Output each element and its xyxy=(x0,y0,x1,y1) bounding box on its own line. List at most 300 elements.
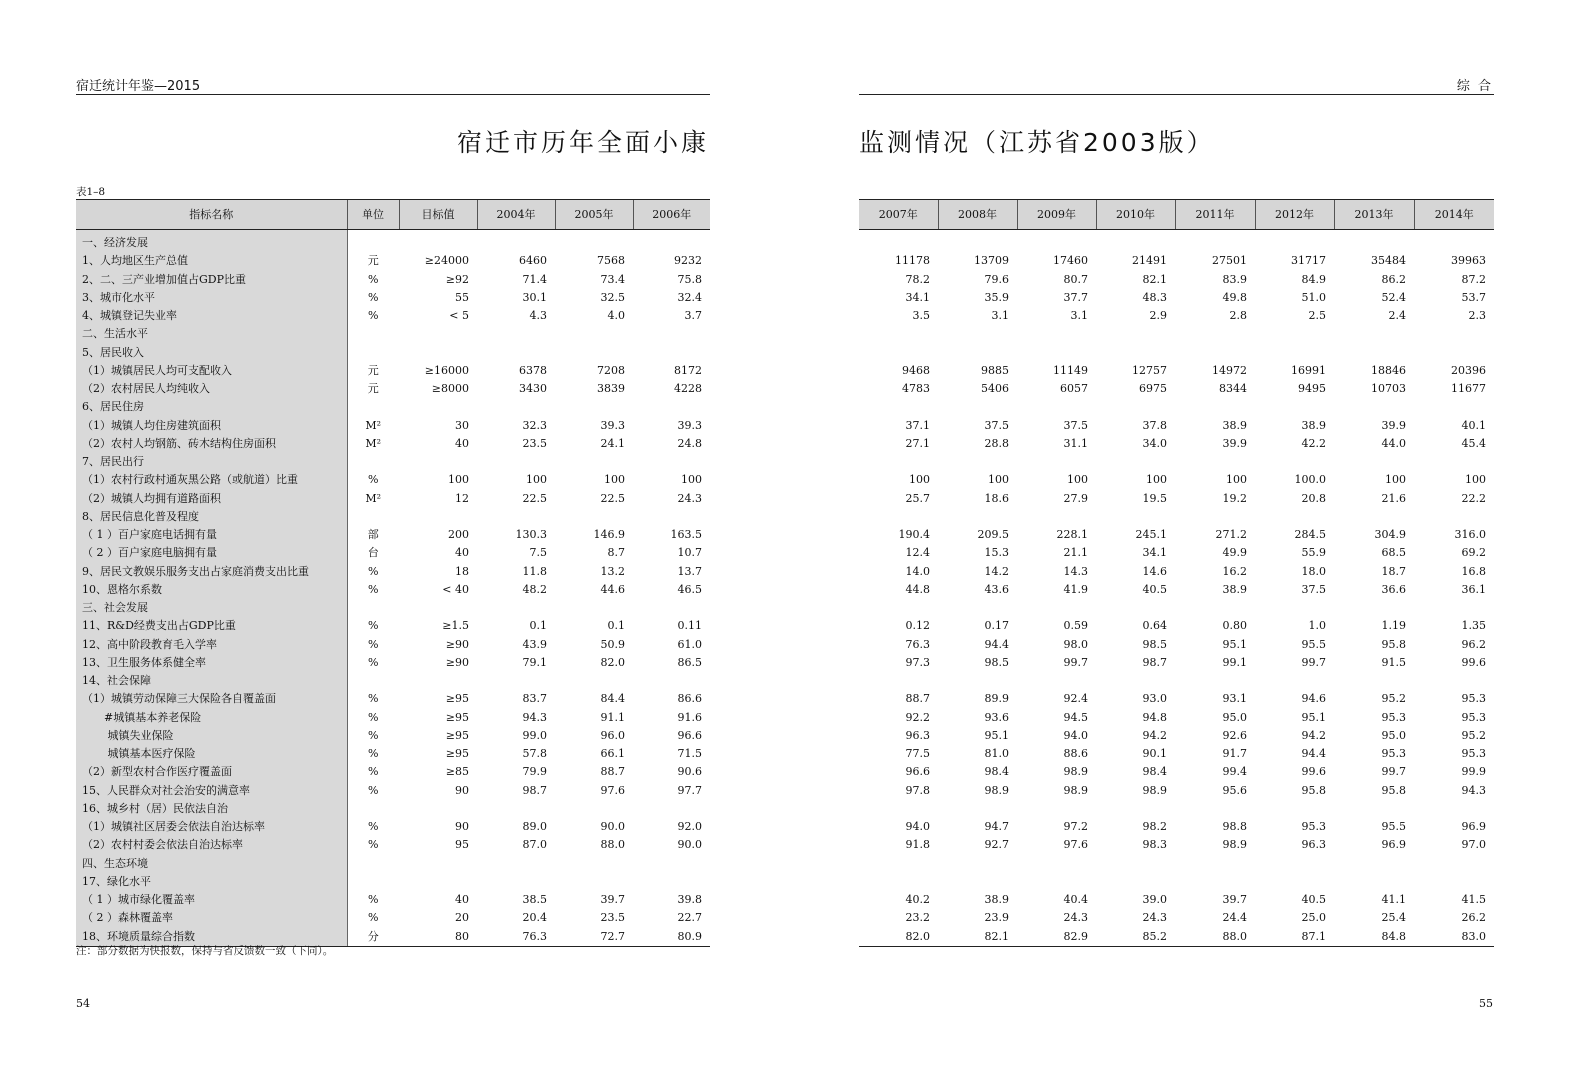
value-cell: 0.64 xyxy=(1142,619,1167,633)
value-cell: 304.9 xyxy=(1374,528,1406,541)
value-cell: 27.9 xyxy=(1063,491,1088,505)
value-cell: 6460 xyxy=(519,254,547,268)
value-cell: 82.1 xyxy=(938,928,1017,947)
value-cell: 88.0 xyxy=(1175,928,1255,947)
value-cell: 99.6 xyxy=(1301,765,1326,779)
table-row xyxy=(76,763,710,781)
value-cell: 76.3 xyxy=(905,637,930,651)
value-cell xyxy=(1096,508,1175,526)
value-cell xyxy=(938,344,1017,362)
value-cell: 25.4 xyxy=(1381,911,1406,925)
value-cell: 271.2 xyxy=(1215,528,1247,541)
value-cell: 21491 xyxy=(1132,254,1167,268)
value-cell: 42.2 xyxy=(1301,436,1326,450)
value-cell: 99.6 xyxy=(1461,655,1486,669)
target-cell: ≥1.5 xyxy=(442,619,469,633)
value-cell xyxy=(477,672,555,690)
value-cell xyxy=(1017,508,1096,526)
value-cell: 44.8 xyxy=(905,582,930,596)
value-cell: 7208 xyxy=(597,363,625,377)
value-cell: 4228 xyxy=(674,382,702,395)
value-cell xyxy=(938,325,1017,343)
value-cell: 95.0 xyxy=(1222,710,1247,724)
value-cell: 14.3 xyxy=(1063,564,1088,578)
value-cell xyxy=(555,855,633,873)
value-cell: 40.4 xyxy=(1063,893,1088,906)
unit-cell: % xyxy=(368,692,379,706)
value-cell: 1.35 xyxy=(1461,619,1486,633)
value-cell xyxy=(859,453,938,471)
value-cell: 40.5 xyxy=(1142,582,1167,596)
value-cell: 40.2 xyxy=(905,893,930,906)
table-row xyxy=(76,563,710,581)
table-row xyxy=(76,252,710,270)
value-cell: 71.5 xyxy=(677,747,702,760)
value-cell xyxy=(555,398,633,416)
target-cell: 90 xyxy=(455,820,469,833)
table-row xyxy=(859,380,1494,398)
table-row xyxy=(76,344,710,362)
table-row xyxy=(76,325,710,343)
table-row xyxy=(859,544,1494,562)
value-cell: 14972 xyxy=(1212,363,1247,377)
value-cell: 66.1 xyxy=(600,747,625,760)
value-cell: 100 xyxy=(526,473,547,487)
table-row xyxy=(76,909,710,927)
value-cell: 40.1 xyxy=(1461,418,1486,432)
value-cell: 228.1 xyxy=(1056,528,1088,541)
value-cell: 0.59 xyxy=(1063,619,1088,633)
table-row xyxy=(76,471,710,489)
value-cell: 2.9 xyxy=(1149,309,1167,322)
table-row xyxy=(76,307,710,325)
value-cell: 99.9 xyxy=(1461,765,1486,779)
value-cell xyxy=(1334,599,1414,617)
table-row xyxy=(859,271,1494,289)
value-cell: 92.2 xyxy=(905,710,930,724)
value-cell xyxy=(1175,599,1255,617)
value-cell xyxy=(555,325,633,343)
value-cell xyxy=(1175,234,1255,252)
table-row xyxy=(76,709,710,727)
value-cell xyxy=(633,344,710,362)
value-cell: 100 xyxy=(1385,473,1406,487)
table-row xyxy=(76,891,710,909)
value-cell: 35.9 xyxy=(984,290,1009,304)
value-cell: 88.6 xyxy=(1063,747,1088,760)
indicator-name: 15、人民群众对社会治安的满意率 xyxy=(76,782,347,800)
value-cell: 82.9 xyxy=(1017,928,1096,947)
value-cell: 38.5 xyxy=(522,893,547,906)
indicator-name: （2）农村村委会依法自治达标率 xyxy=(76,836,347,854)
value-cell: 32.4 xyxy=(677,290,702,304)
value-cell xyxy=(859,344,938,362)
value-cell: 51.0 xyxy=(1301,290,1326,304)
value-cell: 3.1 xyxy=(991,309,1009,322)
value-cell: 87.0 xyxy=(522,838,547,852)
target-cell xyxy=(399,398,477,416)
value-cell: 88.0 xyxy=(600,838,625,852)
value-cell xyxy=(633,800,710,818)
table-row xyxy=(76,398,710,416)
value-cell: 11.8 xyxy=(522,564,547,578)
value-cell: 95.1 xyxy=(1301,710,1326,724)
value-cell: 97.2 xyxy=(1063,820,1088,833)
value-cell: 18.6 xyxy=(984,491,1009,505)
value-cell: 9232 xyxy=(674,254,702,268)
value-cell: 99.4 xyxy=(1222,765,1247,779)
value-cell: 89.0 xyxy=(522,820,547,833)
value-cell: 88.7 xyxy=(600,765,625,779)
value-cell: 0.17 xyxy=(984,619,1009,633)
unit-cell xyxy=(347,599,399,617)
value-cell: 95.8 xyxy=(1381,783,1406,797)
value-cell xyxy=(859,855,938,873)
value-cell: 98.9 xyxy=(1142,783,1167,797)
indicator-name: （ 2 ）森林覆盖率 xyxy=(76,909,347,927)
table-note: 注：部分数据为快报数，保持与省反馈数一致（下同）。 xyxy=(76,945,334,957)
value-cell: 95.0 xyxy=(1381,728,1406,742)
value-cell: 93.6 xyxy=(984,710,1009,724)
value-cell: 1.19 xyxy=(1381,619,1406,633)
value-cell: 95.3 xyxy=(1461,692,1486,706)
value-cell xyxy=(555,873,633,891)
value-cell: 96.9 xyxy=(1381,838,1406,852)
value-cell: 39.8 xyxy=(677,893,702,906)
value-cell: 94.5 xyxy=(1063,710,1088,724)
value-cell: 69.2 xyxy=(1461,546,1486,560)
value-cell xyxy=(859,508,938,526)
target-cell: 40 xyxy=(455,436,469,450)
table-row xyxy=(76,544,710,562)
table-row xyxy=(859,690,1494,708)
value-cell: 55.9 xyxy=(1301,546,1326,560)
value-cell: 43.6 xyxy=(984,582,1009,596)
value-cell: 3.7 xyxy=(684,309,702,322)
value-cell: 93.1 xyxy=(1222,692,1247,706)
table-row xyxy=(859,344,1494,362)
value-cell xyxy=(1334,873,1414,891)
value-cell: 41.5 xyxy=(1461,893,1486,906)
value-cell xyxy=(477,599,555,617)
value-cell xyxy=(555,672,633,690)
value-cell: 96.0 xyxy=(600,728,625,742)
target-cell: 40 xyxy=(455,893,469,906)
value-cell: 43.9 xyxy=(522,637,547,651)
value-cell xyxy=(1096,599,1175,617)
value-cell: 83.9 xyxy=(1222,272,1247,286)
value-cell xyxy=(1255,855,1334,873)
value-cell: 22.5 xyxy=(600,491,625,505)
indicator-name: 城镇基本医疗保险 xyxy=(76,745,347,763)
indicator-name: 7、居民出行 xyxy=(76,453,347,471)
value-cell: 40.5 xyxy=(1301,893,1326,906)
value-cell: 2.5 xyxy=(1308,309,1326,322)
value-cell: 18846 xyxy=(1371,363,1406,377)
right-table-header-row xyxy=(859,200,1494,230)
table-row xyxy=(76,234,710,252)
unit-cell: % xyxy=(368,619,379,633)
target-cell: 18 xyxy=(455,564,469,578)
value-cell: 96.3 xyxy=(905,728,930,742)
book-title-header: 宿迁统计年鉴—2015 xyxy=(76,79,201,94)
value-cell: 9468 xyxy=(902,363,930,377)
table-row xyxy=(76,800,710,818)
table-row xyxy=(76,690,710,708)
value-cell: 19.2 xyxy=(1222,491,1247,505)
table-row xyxy=(859,289,1494,307)
value-cell xyxy=(555,508,633,526)
value-cell xyxy=(633,508,710,526)
table-row xyxy=(859,727,1494,745)
value-cell: 97.0 xyxy=(1461,838,1486,852)
value-cell xyxy=(555,453,633,471)
unit-cell xyxy=(347,325,399,343)
value-cell xyxy=(1255,234,1334,252)
value-cell: 95.3 xyxy=(1301,820,1326,833)
value-cell: 86.6 xyxy=(677,692,702,706)
value-cell xyxy=(1175,800,1255,818)
value-cell: 32.5 xyxy=(600,290,625,304)
unit-cell: 元 xyxy=(367,254,379,268)
value-cell xyxy=(1017,855,1096,873)
value-cell xyxy=(1255,599,1334,617)
value-cell: 37.5 xyxy=(984,418,1009,432)
column-header: 2004年 xyxy=(477,200,555,230)
unit-cell: % xyxy=(368,710,379,724)
value-cell: 27.1 xyxy=(905,436,930,450)
value-cell: 96.3 xyxy=(1301,838,1326,852)
table-row xyxy=(859,417,1494,435)
value-cell: 7.5 xyxy=(529,546,547,560)
value-cell: 96.6 xyxy=(905,765,930,779)
value-cell: 37.5 xyxy=(1063,418,1088,432)
unit-cell xyxy=(347,508,399,526)
table-row xyxy=(76,745,710,763)
value-cell: 83.0 xyxy=(1414,928,1494,947)
left-table-header-row xyxy=(76,200,710,230)
value-cell: 68.5 xyxy=(1381,546,1406,560)
unit-cell: % xyxy=(368,838,379,852)
indicator-name: （2）农村居民人均纯收入 xyxy=(76,380,347,398)
page-number-right: 55 xyxy=(1479,997,1493,1010)
value-cell: 37.1 xyxy=(905,418,930,432)
value-cell: 2.8 xyxy=(1229,309,1247,322)
value-cell: 92.0 xyxy=(677,820,702,833)
table-row xyxy=(859,563,1494,581)
value-cell: 46.5 xyxy=(677,582,702,596)
target-cell: ≥95 xyxy=(445,710,469,724)
value-cell: 100.0 xyxy=(1294,473,1326,487)
unit-cell: M² xyxy=(365,436,382,450)
value-cell: 95.3 xyxy=(1381,710,1406,724)
unit-cell: % xyxy=(368,893,379,906)
column-header: 2005年 xyxy=(555,200,633,230)
value-cell: 39.0 xyxy=(1142,893,1167,906)
value-cell: 163.5 xyxy=(670,528,702,541)
value-cell: 98.5 xyxy=(1142,637,1167,651)
value-cell: 95.5 xyxy=(1301,637,1326,651)
value-cell: 38.9 xyxy=(1301,418,1326,432)
value-cell: 4.0 xyxy=(607,309,625,322)
indicator-name: 2、二、三产业增加值占GDP比重 xyxy=(76,271,347,289)
value-cell: 90.1 xyxy=(1142,747,1167,760)
target-cell: 12 xyxy=(455,491,469,505)
value-cell: 20396 xyxy=(1451,363,1486,377)
value-cell: 94.2 xyxy=(1142,728,1167,742)
value-cell: 5406 xyxy=(981,382,1009,395)
header-rule-right xyxy=(859,94,1494,95)
table-row xyxy=(76,271,710,289)
table-row xyxy=(76,672,710,690)
value-cell: 190.4 xyxy=(898,528,930,541)
value-cell: 23.5 xyxy=(600,911,625,925)
value-cell: 41.9 xyxy=(1063,582,1088,596)
target-cell xyxy=(399,453,477,471)
value-cell: 73.4 xyxy=(600,272,625,286)
value-cell: 97.6 xyxy=(600,783,625,797)
value-cell: 14.2 xyxy=(984,564,1009,578)
table-row xyxy=(76,490,710,508)
value-cell: 130.3 xyxy=(515,528,547,541)
table-row xyxy=(859,855,1494,873)
indicator-name: （1）农村行政村通灰黑公路（或航道）比重 xyxy=(76,471,347,489)
unit-cell xyxy=(347,672,399,690)
table-row xyxy=(76,818,710,836)
value-cell xyxy=(1017,599,1096,617)
value-cell: 8.7 xyxy=(607,546,625,560)
target-cell xyxy=(399,344,477,362)
target-cell xyxy=(399,508,477,526)
value-cell xyxy=(938,672,1017,690)
value-cell xyxy=(938,800,1017,818)
target-cell: ≥24000 xyxy=(424,254,469,268)
unit-cell: % xyxy=(368,728,379,742)
value-cell xyxy=(555,599,633,617)
value-cell xyxy=(938,508,1017,526)
value-cell: 77.5 xyxy=(905,747,930,760)
section-header: 综 合 xyxy=(1456,79,1493,94)
table-row xyxy=(859,909,1494,927)
value-cell xyxy=(859,672,938,690)
value-cell: 146.9 xyxy=(593,528,625,541)
indicator-name: 1、人均地区生产总值 xyxy=(76,252,347,270)
value-cell: 94.8 xyxy=(1142,710,1167,724)
indicator-name: 18、环境质量综合指数 xyxy=(76,928,347,947)
value-cell xyxy=(1334,325,1414,343)
target-cell: 55 xyxy=(455,290,469,304)
unit-cell xyxy=(347,873,399,891)
value-cell: 24.3 xyxy=(677,491,702,505)
table-row xyxy=(859,745,1494,763)
value-cell: 26.2 xyxy=(1461,911,1486,925)
value-cell xyxy=(1414,800,1494,818)
value-cell: 100 xyxy=(1226,473,1247,487)
value-cell: 94.3 xyxy=(1461,783,1486,797)
indicator-name: 5、居民收入 xyxy=(76,344,347,362)
value-cell: 31717 xyxy=(1291,254,1326,268)
value-cell: 94.4 xyxy=(1301,747,1326,760)
value-cell xyxy=(1017,325,1096,343)
value-cell xyxy=(1414,672,1494,690)
value-cell: 209.5 xyxy=(977,528,1009,541)
table-row xyxy=(76,435,710,453)
value-cell: 99.7 xyxy=(1301,655,1326,669)
value-cell xyxy=(859,873,938,891)
value-cell: 16991 xyxy=(1291,363,1326,377)
table-row xyxy=(859,636,1494,654)
table-row xyxy=(859,398,1494,416)
target-cell xyxy=(399,800,477,818)
value-cell: 90.0 xyxy=(600,820,625,833)
value-cell: 6975 xyxy=(1139,382,1167,395)
value-cell: 2.4 xyxy=(1388,309,1406,322)
value-cell: 18.0 xyxy=(1301,564,1326,578)
value-cell xyxy=(1414,873,1494,891)
target-cell xyxy=(399,599,477,617)
value-cell xyxy=(1414,453,1494,471)
value-cell: 32.3 xyxy=(522,418,547,432)
value-cell: 72.7 xyxy=(555,928,633,947)
value-cell: 89.9 xyxy=(984,692,1009,706)
value-cell: 9885 xyxy=(981,363,1009,377)
unit-cell: % xyxy=(368,309,379,322)
value-cell: 3.1 xyxy=(1070,309,1088,322)
indicator-name: （ 1 ）城市绿化覆盖率 xyxy=(76,891,347,909)
table-row xyxy=(859,325,1494,343)
value-cell xyxy=(1334,234,1414,252)
indicator-name: （1）城镇劳动保障三大保险各自覆盖面 xyxy=(76,690,347,708)
value-cell: 79.1 xyxy=(522,655,547,669)
value-cell: 21.6 xyxy=(1381,491,1406,505)
target-cell xyxy=(399,855,477,873)
indicator-name: （2）农村人均钢筋、砖木结构住房面积 xyxy=(76,435,347,453)
value-cell: 13.7 xyxy=(677,564,702,578)
value-cell: 11178 xyxy=(895,254,930,268)
value-cell: 12.4 xyxy=(905,546,930,560)
column-header: 2012年 xyxy=(1255,200,1334,230)
value-cell: 19.5 xyxy=(1142,491,1167,505)
unit-cell: % xyxy=(368,783,379,797)
indicator-name: 10、恩格尔系数 xyxy=(76,581,347,599)
value-cell: 93.0 xyxy=(1142,692,1167,706)
column-header: 2011年 xyxy=(1175,200,1255,230)
unit-cell xyxy=(347,800,399,818)
value-cell: 11677 xyxy=(1451,382,1486,395)
value-cell: 48.2 xyxy=(522,582,547,596)
column-header: 2008年 xyxy=(938,200,1017,230)
value-cell xyxy=(477,508,555,526)
page-title-right: 监测情况（江苏省2003版） xyxy=(859,128,1215,157)
value-cell xyxy=(633,672,710,690)
unit-cell xyxy=(347,855,399,873)
value-cell xyxy=(1414,344,1494,362)
value-cell: 79.9 xyxy=(522,765,547,779)
value-cell: 94.0 xyxy=(905,820,930,833)
value-cell: 88.7 xyxy=(905,692,930,706)
table-row xyxy=(859,234,1494,252)
value-cell: 6057 xyxy=(1060,382,1088,395)
value-cell: 18.7 xyxy=(1381,564,1406,578)
value-cell xyxy=(1334,398,1414,416)
value-cell xyxy=(633,325,710,343)
value-cell: 98.2 xyxy=(1142,820,1167,833)
target-cell xyxy=(399,325,477,343)
value-cell: 0.1 xyxy=(529,619,547,633)
table-row xyxy=(859,490,1494,508)
value-cell: 22.7 xyxy=(677,911,702,925)
value-cell xyxy=(859,398,938,416)
